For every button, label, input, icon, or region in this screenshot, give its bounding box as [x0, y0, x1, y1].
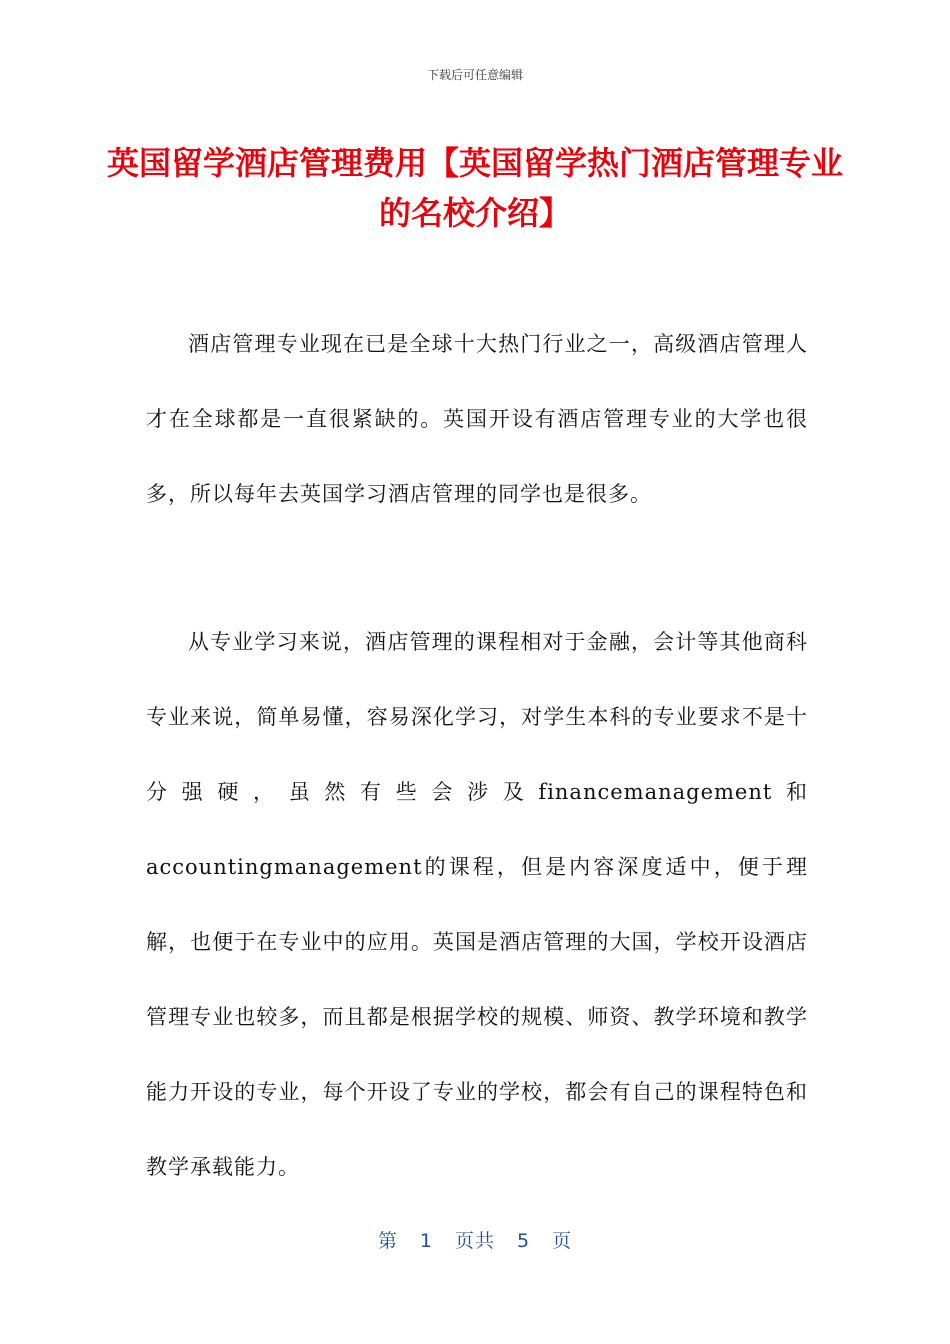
document-title: 英国留学酒店管理费用【英国留学热门酒店管理专业的名校介绍】: [106, 144, 843, 232]
footer-suffix: 页: [552, 1230, 573, 1252]
paragraph-2: [146, 605, 808, 1205]
paragraph-1: [146, 307, 808, 532]
footer-prefix: 第: [377, 1230, 398, 1252]
paragraph-1-text: 酒店管理专业现在已是全球十大热门行业之一，高级酒店管理人才在全球都是一直很紧缺的。英国开设有酒店管理专业的大学也很多，所以每年去英国学习酒店管理的同学也是很多。: [146, 332, 808, 506]
footer-middle: 页共: [454, 1230, 495, 1252]
header-note: 下载后可任意编辑: [426, 68, 523, 82]
footer-total-pages: 5: [517, 1230, 531, 1252]
page-footer: [0, 1226, 950, 1253]
footer-current-page: 1: [419, 1230, 433, 1252]
paragraph-2-text: 从专业学习来说，酒店管理的课程相对于金融，会计等其他商科专业来说，简单易懂，容易深化学习，对学生本科的专业要求不是十分强硬，虽然有些会涉及financemanagement和accountingmanagement的课程，但是内容深度适中，便于理解，也便于在专业中的应用。英国是酒店管理的大国，学校开设酒店管理专业也较多，而且都是根据学校的规模、师资、教学环境和教学能力开设的专业，每个开设了专业的学校，都会有自己的课程特色和教学承载能力。: [146, 630, 808, 1179]
